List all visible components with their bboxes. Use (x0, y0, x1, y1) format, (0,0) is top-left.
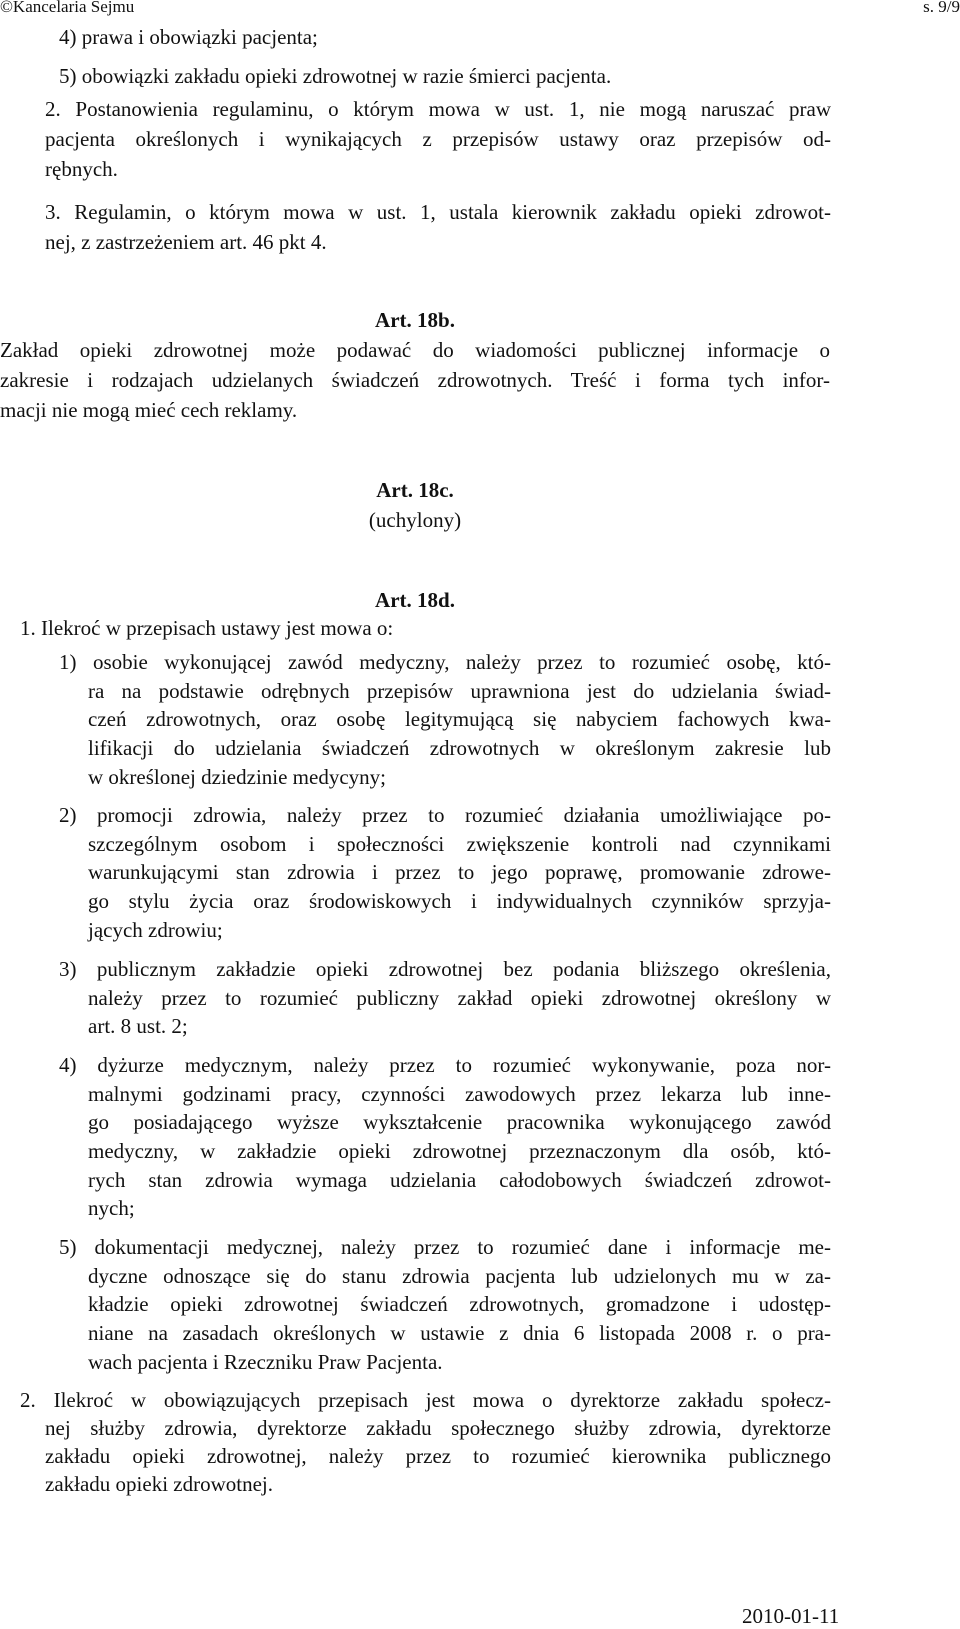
definition-line: należy przez to rozumieć publiczny zakład opieki zdrowotnej określony w (88, 986, 831, 1010)
definition-line: wach pacjenta i Rzeczniku Praw Pacjenta. (88, 1350, 443, 1374)
definition-line: dyczne odnoszące się do stanu zdrowia pacjenta lub udzielonych mu w za- (88, 1264, 831, 1288)
paragraph-line: 2. Ilekroć w obowiązujących przepisach jest mowa o dyrektorze zakładu społecz- (20, 1388, 831, 1412)
definition-line: 3) publicznym zakładzie opieki zdrowotnej bez podania bliższego określenia, (59, 957, 831, 981)
article-intro: 1. Ilekroć w przepisach ustawy jest mowa o: (20, 616, 394, 640)
definition-line: 5) dokumentacji medycznej, należy przez to rozumieć dane i informacje me- (59, 1235, 831, 1259)
article-title: Art. 18b. (375, 308, 455, 332)
definition-line: niane na zasadach określonych w ustawie z dnia 6 listopada 2008 r. o pra- (88, 1321, 831, 1345)
article-text-line: macji nie mogą mieć cech reklamy. (0, 398, 298, 422)
article-note: (uchylony) (368, 508, 462, 532)
paragraph-line: 2. Postanowienia regulaminu, o którym mowa w ust. 1, nie mogą naruszać praw (45, 97, 831, 121)
definition-line: go stylu życia oraz środowiskowych i indywidualnych czynników sprzyja- (88, 889, 831, 913)
paragraph-line: 3. Regulamin, o którym mowa w ust. 1, ustala kierownik zakładu opieki zdrowot- (45, 200, 831, 224)
list-item: 4) prawa i obowiązki pacjenta; (59, 25, 318, 49)
definition-line: warunkującymi stan zdrowia i przez to jego poprawę, promowanie zdrowe- (88, 860, 831, 884)
definition-line: rych stan zdrowia wymaga udzielania całodobowych świadczeń zdrowot- (88, 1168, 831, 1192)
definition-line: lifikacji do udzielania świadczeń zdrowotnych w określonym zakresie lub (88, 736, 831, 760)
definition-line: kładzie opieki zdrowotnej świadczeń zdrowotnych, gromadzone i udostęp- (88, 1292, 831, 1316)
header-publisher: ©Kancelaria Sejmu (0, 0, 135, 16)
paragraph-line: nej, z zastrzeżeniem art. 46 pkt 4. (45, 230, 327, 254)
article-text-line: zakresie i rodzajach udzielanych świadczeń zdrowotnych. Treść i forma tych infor- (0, 368, 830, 392)
header-page-number: s. 9/9 (923, 0, 960, 16)
article-title: Art. 18d. (375, 588, 455, 612)
paragraph-line: nej służby zdrowia, dyrektorze zakładu społecznego służby zdrowia, dyrektorze (45, 1416, 831, 1440)
paragraph-line: zakładu opieki zdrowotnej. (45, 1472, 274, 1496)
definition-line: czeń zdrowotnych, oraz osobę legitymującą się nabyciem fachowych kwa- (88, 707, 831, 731)
definition-line: 4) dyżurze medycznym, należy przez to rozumieć wykonywanie, poza nor- (59, 1053, 831, 1077)
paragraph-line: pacjenta określonych i wynikających z przepisów ustawy oraz przepisów od- (45, 127, 831, 151)
definition-line: medyczny, w zakładzie opieki zdrowotnej przeznaczonym dla osób, któ- (88, 1139, 831, 1163)
definition-line: 1) osobie wykonującej zawód medyczny, należy przez to rozumieć osobę, któ- (59, 650, 831, 674)
article-text-line: Zakład opieki zdrowotnej może podawać do wiadomości publicznej informacje o (0, 338, 830, 362)
definition-line: malnymi godzinami pracy, czynności zawodowych przez lekarza lub inne- (88, 1082, 831, 1106)
paragraph-line: rębnych. (45, 157, 118, 181)
article-title: Art. 18c. (376, 478, 454, 502)
definition-line: nych; (88, 1196, 135, 1220)
footer-date: 2010-01-11 (742, 1604, 840, 1628)
definition-line: art. 8 ust. 2; (88, 1014, 188, 1038)
definition-line: w określonej dziedzinie medycyny; (88, 765, 386, 789)
list-item: 5) obowiązki zakładu opieki zdrowotnej w razie śmierci pacjenta. (59, 64, 612, 88)
paragraph-line: zakładu opieki zdrowotnej, należy przez to rozumieć kierownika publicznego (45, 1444, 831, 1468)
definition-line: go posiadającego wyższe wykształcenie pracownika wykonującego zawód (88, 1110, 831, 1134)
definition-line: szczególnym osobom i społeczności zwiększenie kontroli nad czynnikami (88, 832, 831, 856)
definition-line: ra na podstawie odrębnych przepisów uprawniona jest do udzielania świad- (88, 679, 831, 703)
definition-line: jących zdrowiu; (88, 918, 223, 942)
definition-line: 2) promocji zdrowia, należy przez to rozumieć działania umożliwiające po- (59, 803, 831, 827)
